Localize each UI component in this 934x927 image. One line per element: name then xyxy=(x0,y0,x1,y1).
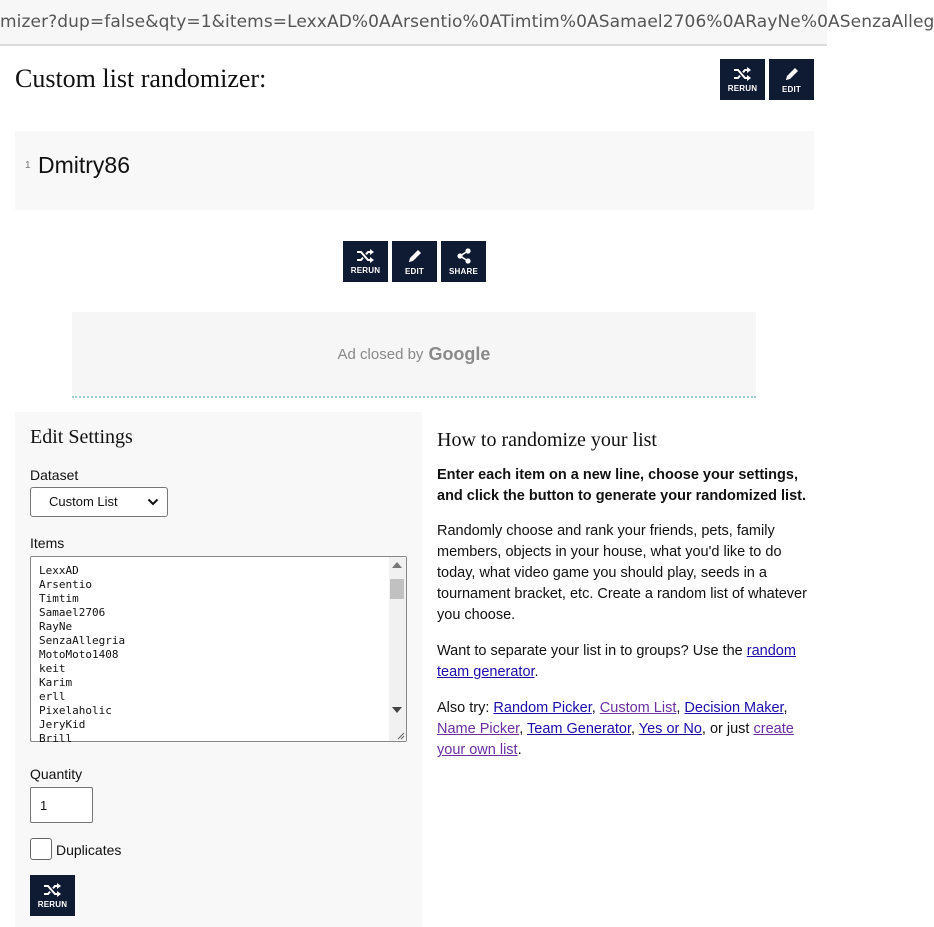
also-try-end: . xyxy=(517,742,522,758)
rerun-label: RERUN xyxy=(37,899,68,909)
scroll-up-arrow[interactable] xyxy=(392,562,402,568)
help-intro: Enter each item on a new line, choose your settings, and click the button to generate your randomized list. xyxy=(437,467,806,504)
share-button[interactable] xyxy=(441,241,486,282)
ad-placeholder xyxy=(72,312,756,398)
or-just-text: , or just xyxy=(701,721,754,737)
items-line: Pixelaholic xyxy=(39,704,112,717)
edit-label: EDIT xyxy=(781,84,802,94)
scroll-down-arrow[interactable] xyxy=(392,707,402,713)
separator: , xyxy=(676,700,685,716)
scroll-thumb[interactable] xyxy=(390,579,404,599)
groups-end: . xyxy=(534,664,539,680)
rerun-label: RERUN xyxy=(350,265,381,275)
create-your-own-list-link[interactable]: create your own list xyxy=(437,721,794,758)
quantity-label: Quantity xyxy=(30,766,83,782)
ad-closed-text: Ad closed by xyxy=(337,345,424,363)
yes-or-no-link[interactable]: Yes or No xyxy=(638,721,702,737)
items-label: Items xyxy=(30,535,65,551)
separator: , xyxy=(591,700,600,716)
items-line: JeryKid xyxy=(39,718,86,731)
help-groups xyxy=(437,641,812,683)
settings-panel xyxy=(15,412,422,927)
settings-heading: Edit Settings xyxy=(30,426,133,448)
items-line: erll xyxy=(39,690,66,703)
share-label: SHARE xyxy=(448,266,478,276)
scrollbar[interactable] xyxy=(389,557,406,741)
random-picker-link[interactable]: Random Picker xyxy=(493,700,592,716)
shuffle-icon xyxy=(44,883,62,897)
pencil-icon xyxy=(784,66,800,82)
edit-button[interactable] xyxy=(392,241,437,282)
result-panel xyxy=(15,131,814,210)
resize-grip-icon[interactable] xyxy=(395,730,405,740)
items-line: Karim xyxy=(39,676,73,689)
help-heading: How to randomize your list xyxy=(437,429,657,451)
items-line: Arsentio xyxy=(39,578,92,591)
dataset-label: Dataset xyxy=(30,467,79,483)
shuffle-icon xyxy=(734,67,752,81)
settings-rerun-button[interactable] xyxy=(30,875,75,916)
items-line: Brill xyxy=(39,732,73,745)
quantity-value: 1 xyxy=(40,798,48,813)
duplicates-checkbox[interactable] xyxy=(30,838,52,860)
dataset-select[interactable] xyxy=(30,487,168,517)
random-team-generator-link[interactable]: random team generator xyxy=(437,643,796,680)
header-edit-button[interactable] xyxy=(769,59,814,100)
items-line: Timtim xyxy=(39,592,79,605)
help-also-try xyxy=(437,698,812,761)
items-line: LexxAD xyxy=(39,564,79,577)
url-text: mizer?dup=false&qty=1&items=LexxAD%0AArsentio%0ATimtim%0ASamael2706%0ARayNe%0ASenzaAlleg xyxy=(0,12,934,32)
shuffle-icon xyxy=(357,249,375,263)
share-icon xyxy=(456,248,472,264)
rerun-label: RERUN xyxy=(727,83,758,93)
address-bar[interactable] xyxy=(0,0,934,46)
groups-text: Want to separate your list in to groups? Use the xyxy=(437,643,747,659)
separator: , xyxy=(630,721,639,737)
rerun-button[interactable] xyxy=(343,241,388,282)
pencil-icon xyxy=(407,248,423,264)
header-rerun-button[interactable] xyxy=(720,59,765,100)
items-line: Samael2706 xyxy=(39,606,106,619)
items-line: MotoMoto1408 xyxy=(39,648,119,661)
name-picker-link[interactable]: Name Picker xyxy=(437,721,520,737)
dataset-value: Custom List xyxy=(49,494,118,509)
items-textarea[interactable] xyxy=(30,556,407,745)
also-try-text: Also try: xyxy=(437,700,494,716)
page-title: Custom list randomizer: xyxy=(15,64,267,93)
quantity-input[interactable] xyxy=(30,787,93,823)
separator: , xyxy=(783,700,788,716)
chevron-down-icon xyxy=(147,495,159,509)
edit-label: EDIT xyxy=(404,266,425,276)
items-line: keit xyxy=(39,662,66,675)
help-body: Randomly choose and rank your friends, pets, family members, objects in your house, what you'd like to do today, what video game you should play, seeds in a tournament bracket, etc. Create a random list of whatever you choose. xyxy=(437,523,807,623)
team-generator-link[interactable]: Team Generator xyxy=(527,721,631,737)
duplicates-label: Duplicates xyxy=(56,842,122,858)
items-list xyxy=(39,564,125,746)
google-logo: Google xyxy=(428,343,491,364)
items-line: SenzaAllegria xyxy=(39,634,126,647)
custom-list-link[interactable]: Custom List xyxy=(599,700,677,716)
decision-maker-link[interactable]: Decision Maker xyxy=(684,700,784,716)
result-value: Dmitry86 xyxy=(38,152,131,178)
separator: , xyxy=(519,721,527,737)
result-number: 1 xyxy=(25,160,31,171)
items-line: RayNe xyxy=(39,620,73,633)
